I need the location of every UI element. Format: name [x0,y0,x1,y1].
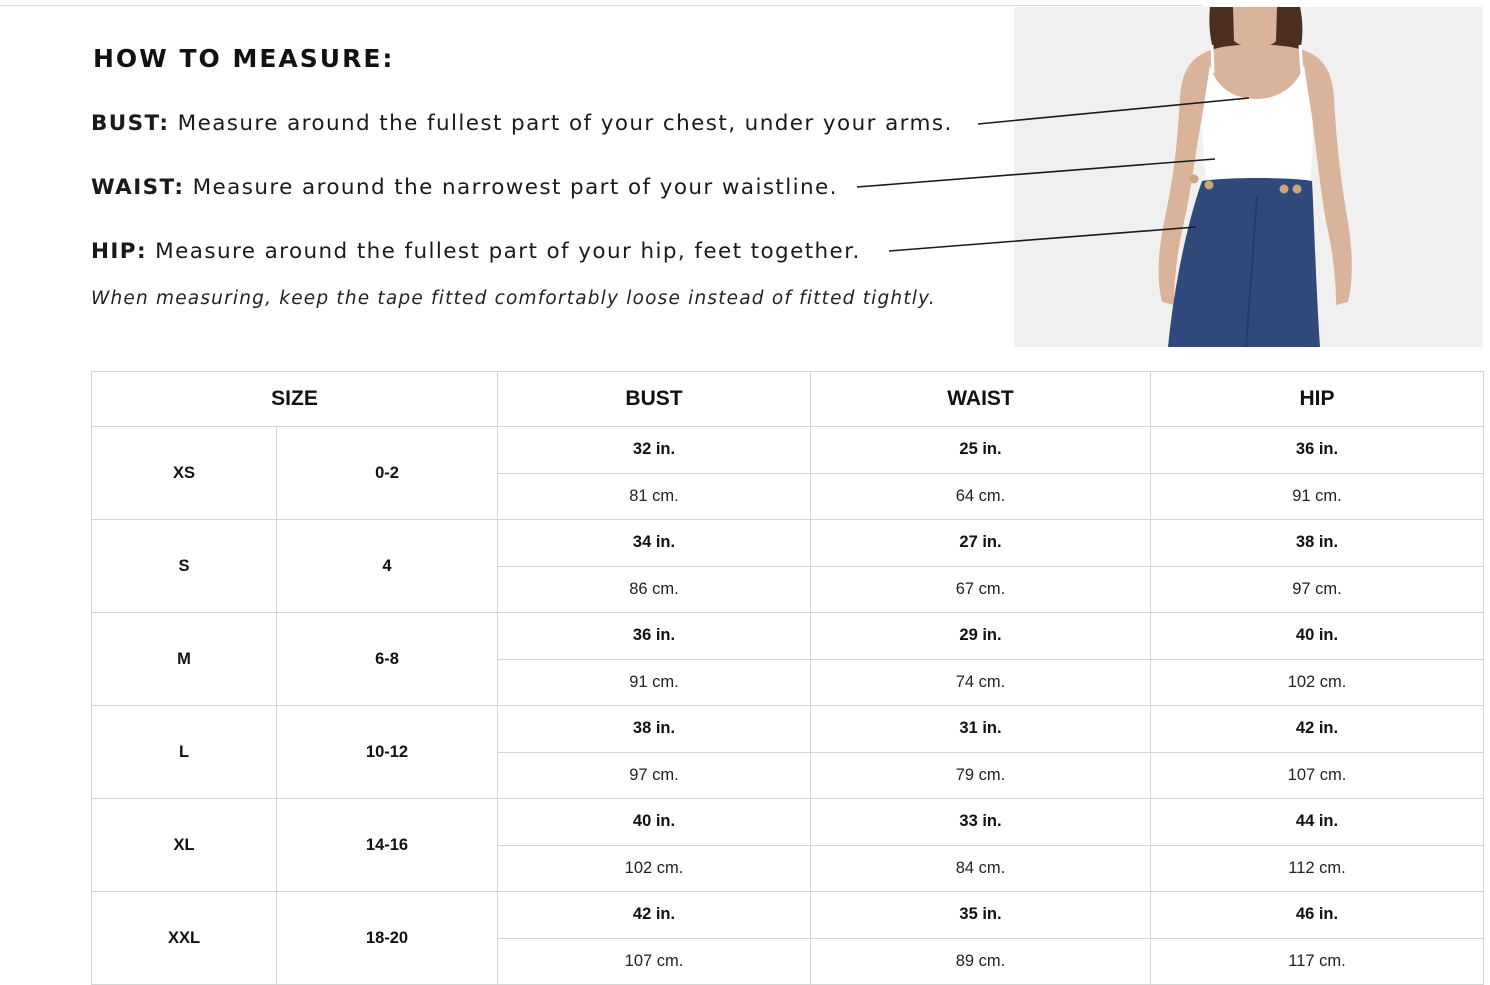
waist-inches: 27 in. [811,520,1151,567]
bust-centimeters: 86 cm. [498,566,811,613]
hip-instruction [91,239,861,264]
size-chart-table [91,371,1484,985]
hip-inches: 42 in. [1151,706,1484,753]
bust-centimeters: 107 cm. [498,938,811,985]
table-row [92,613,1484,660]
size-number: 0-2 [277,427,498,520]
size-label: S [92,520,277,613]
guide-title: HOW TO MEASURE: [93,44,395,73]
waist-centimeters: 74 cm. [811,659,1151,706]
waist-centimeters: 89 cm. [811,938,1151,985]
bust-inches: 36 in. [498,613,811,660]
model-button-2 [1205,181,1214,190]
hip-description: Measure around the fullest part of your hip, feet together. [146,239,861,264]
hip-inches: 38 in. [1151,520,1484,567]
size-number: 6-8 [277,613,498,706]
table-row [92,520,1484,567]
bust-centimeters: 97 cm. [498,752,811,799]
model-button-4 [1293,185,1302,194]
bust-inches: 42 in. [498,892,811,939]
bust-instruction [91,111,953,136]
size-label: XXL [92,892,277,985]
bust-centimeters: 81 cm. [498,473,811,520]
size-number: 10-12 [277,706,498,799]
model-button-3 [1280,185,1289,194]
waist-inches: 35 in. [811,892,1151,939]
hip-centimeters: 91 cm. [1151,473,1484,520]
waist-centimeters: 84 cm. [811,845,1151,892]
size-number: 18-20 [277,892,498,985]
waist-column-header: WAIST [811,372,1151,427]
model-trousers [1168,178,1320,347]
model-photo [1014,7,1483,347]
table-row [92,427,1484,474]
bust-inches: 40 in. [498,799,811,846]
bust-term: BUST: [91,111,170,136]
bust-centimeters: 102 cm. [498,845,811,892]
table-header-row [92,372,1484,427]
bust-inches: 32 in. [498,427,811,474]
waist-inches: 25 in. [811,427,1151,474]
waist-description: Measure around the narrowest part of your waistline. [184,175,838,200]
waist-instruction [91,175,838,200]
size-label: XL [92,799,277,892]
size-number: 4 [277,520,498,613]
hip-centimeters: 112 cm. [1151,845,1484,892]
hip-column-header: HIP [1151,372,1484,427]
hip-inches: 40 in. [1151,613,1484,660]
size-number: 14-16 [277,799,498,892]
waist-inches: 29 in. [811,613,1151,660]
model-button-1 [1190,175,1199,184]
hip-centimeters: 102 cm. [1151,659,1484,706]
waist-term: WAIST: [91,175,185,200]
hip-centimeters: 97 cm. [1151,566,1484,613]
waist-centimeters: 64 cm. [811,473,1151,520]
waist-inches: 31 in. [811,706,1151,753]
measuring-tip: When measuring, keep the tape fitted comfortably loose instead of fitted tightly. [91,288,936,309]
bust-column-header: BUST [498,372,811,427]
measuring-guide [0,0,1490,360]
bust-description: Measure around the fullest part of your chest, under your arms. [169,111,953,136]
waist-centimeters: 79 cm. [811,752,1151,799]
waist-inches: 33 in. [811,799,1151,846]
bust-centimeters: 91 cm. [498,659,811,706]
model-strap-left [1212,45,1213,73]
table-row [92,706,1484,753]
hip-inches: 44 in. [1151,799,1484,846]
size-label: L [92,706,277,799]
size-column-header: SIZE [92,372,498,427]
hip-centimeters: 117 cm. [1151,938,1484,985]
table-row [92,799,1484,846]
hip-term: HIP: [91,239,147,264]
hip-inches: 46 in. [1151,892,1484,939]
model-strap-right [1300,45,1302,73]
size-label: M [92,613,277,706]
model-neck [1233,7,1277,47]
hip-centimeters: 107 cm. [1151,752,1484,799]
bust-inches: 38 in. [498,706,811,753]
table-row [92,892,1484,939]
model-figure [1014,7,1483,347]
waist-centimeters: 67 cm. [811,566,1151,613]
bust-inches: 34 in. [498,520,811,567]
hip-inches: 36 in. [1151,427,1484,474]
size-label: XS [92,427,277,520]
